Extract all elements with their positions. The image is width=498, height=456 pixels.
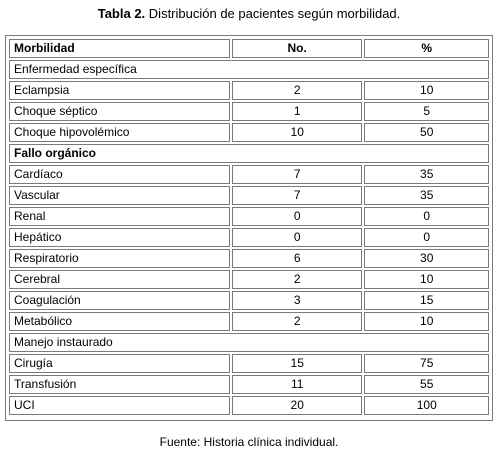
row-percent: 50 [364,123,489,142]
table-row [9,354,489,373]
row-label: UCI [9,396,230,415]
row-number: 2 [232,270,363,289]
row-number: 7 [232,165,363,184]
table-row [9,375,489,394]
row-percent: 35 [364,165,489,184]
row-number: 15 [232,354,363,373]
group-title: Fallo orgánico [9,144,489,163]
table-row [9,81,489,100]
row-number: 6 [232,249,363,268]
row-percent: 15 [364,291,489,310]
row-percent: 0 [364,207,489,226]
table-row [9,312,489,331]
row-number: 11 [232,375,363,394]
row-label: Renal [9,207,230,226]
row-label: Metabólico [9,312,230,331]
row-label: Eclampsia [9,81,230,100]
row-number: 1 [232,102,363,121]
table-source-note: Fuente: Historia clínica individual. [159,435,339,449]
row-label: Vascular [9,186,230,205]
table-row [9,123,489,142]
table-row [9,207,489,226]
table-row [9,396,489,415]
row-number: 20 [232,396,363,415]
row-percent: 5 [364,102,489,121]
row-label: Cerebral [9,270,230,289]
row-percent: 10 [364,270,489,289]
row-percent: 10 [364,81,489,100]
row-percent: 100 [364,396,489,415]
table-row [9,186,489,205]
table-row [9,270,489,289]
table-row [9,228,489,247]
row-label: Cardíaco [9,165,230,184]
row-label: Choque séptico [9,102,230,121]
caption-text: Distribución de pacientes según morbilidad. [148,6,401,21]
row-percent: 55 [364,375,489,394]
row-percent: 35 [364,186,489,205]
row-percent: 10 [364,312,489,331]
row-percent: 75 [364,354,489,373]
row-label: Transfusión [9,375,230,394]
caption-label: Tabla 2. [97,6,146,21]
row-number: 0 [232,207,363,226]
table-row [9,249,489,268]
row-label: Cirugía [9,354,230,373]
header-percent: % [364,39,489,58]
group-title: Manejo instaurado [9,333,489,352]
row-label: Hepático [9,228,230,247]
row-percent: 30 [364,249,489,268]
morbidity-table [7,37,491,417]
row-percent: 0 [364,228,489,247]
table-caption [0,5,498,22]
table-row [9,165,489,184]
row-number: 2 [232,81,363,100]
row-number: 10 [232,123,363,142]
row-label: Respiratorio [9,249,230,268]
row-number: 3 [232,291,363,310]
row-number: 2 [232,312,363,331]
table-row [9,102,489,121]
group-header-row [9,60,489,79]
table-body [9,39,489,415]
row-number: 0 [232,228,363,247]
header-morbilidad: Morbilidad [9,39,230,58]
row-number: 7 [232,186,363,205]
header-number: No. [232,39,363,58]
group-header-row [9,333,489,352]
table-header-row [9,39,489,58]
table-row [9,291,489,310]
row-label: Choque hipovolémico [9,123,230,142]
group-title: Enfermedad específica [9,60,489,79]
morbidity-table-frame [5,35,493,421]
group-header-row [9,144,489,163]
row-label: Coagulación [9,291,230,310]
